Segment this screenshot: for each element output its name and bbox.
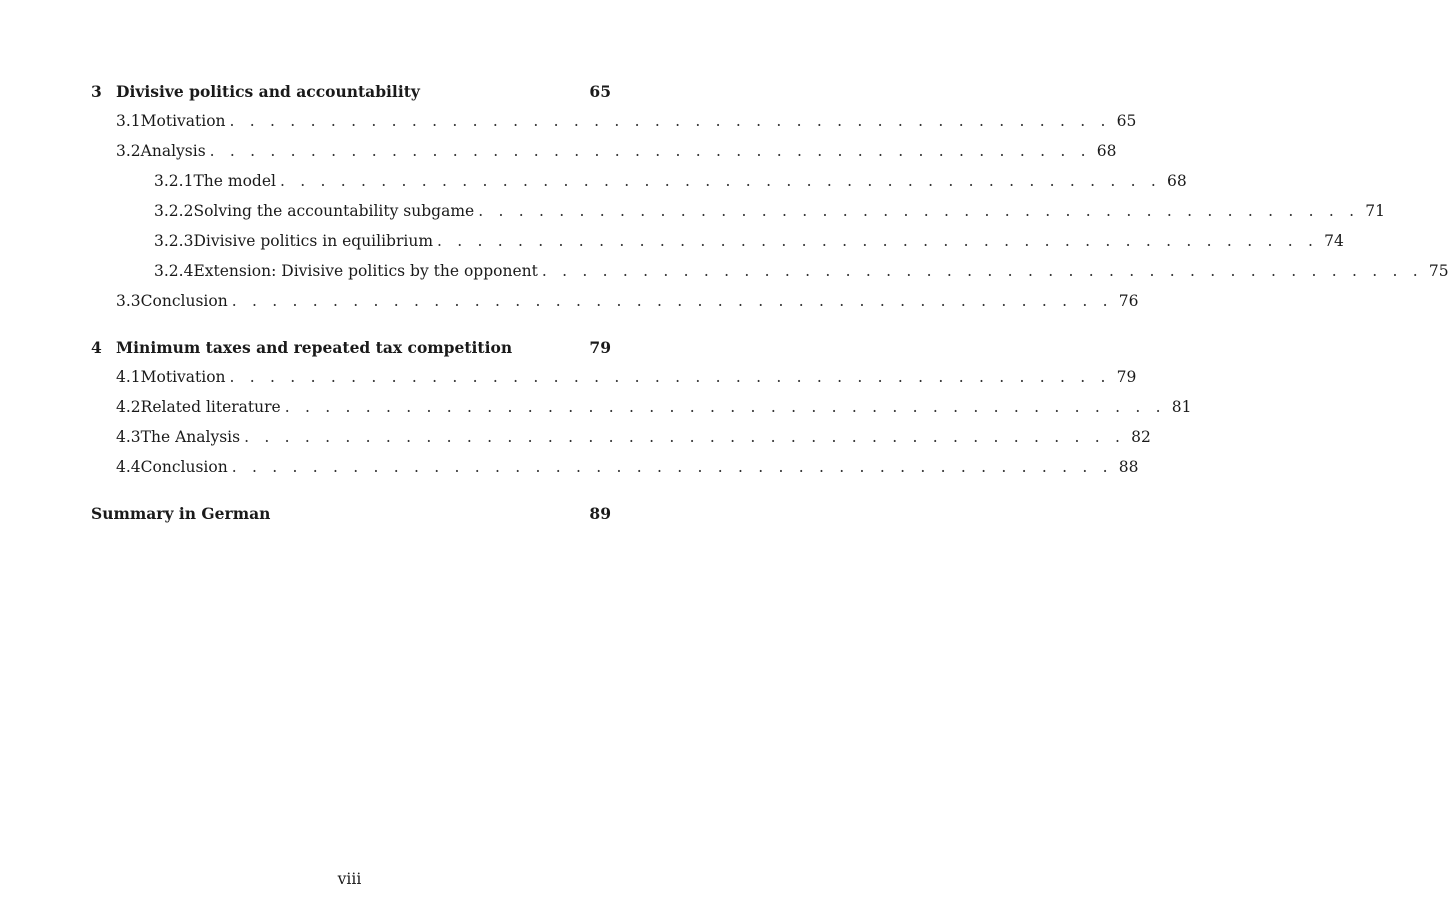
section-title: Conclusion [140,292,228,310]
section-number: 3.3 [116,292,141,310]
toc-section-3-1[interactable] [91,106,1137,136]
chapter-title: Divisive politics and accountability [116,81,420,101]
section-page: 68 [1096,142,1117,160]
dot-leader: . . . . . . . . . . . . . . . . . . . . . . . . . . . . . . . . . . . . . . . . . . . . [231,292,1113,310]
dot-leader: . . . . . . . . . . . . . . . . . . . . . . . . . . . . . . . . . . . . . . . . . . . . [229,368,1111,386]
subsection-page: 74 [1324,232,1344,250]
section-title: Conclusion [140,458,228,476]
section-page: 82 [1131,428,1151,446]
toc-section-4-1[interactable] [91,362,1137,392]
toc-section-4-4[interactable] [91,452,1139,482]
subsection-title: Divisive politics in equilibrium [193,232,434,250]
section-number: 3.1 [116,112,141,130]
toc-section-3-3[interactable] [91,286,1139,316]
subsection-number: 3.2.3 [154,232,194,250]
section-page: 81 [1171,398,1192,416]
toc-section-4-2[interactable] [91,392,1192,422]
summary-page: 89 [589,503,611,523]
section-title: The Analysis [140,428,241,446]
dot-leader: . . . . . . . . . . . . . . . . . . . . . . . . . . . . . . . . . . . . . . . . . . . . [279,172,1162,190]
subsection-title: Solving the accountability subgame [193,202,475,220]
chapter-number: 4 [91,337,102,357]
subsection-number: 3.2.1 [154,172,194,190]
subsection-page: 75 [1428,262,1449,280]
section-number: 4.4 [116,458,141,476]
toc-section-4-3[interactable] [91,422,1151,452]
subsection-page: 68 [1167,172,1187,190]
section-page: 65 [1116,112,1137,130]
table-of-contents [91,76,1449,528]
dot-leader: . . . . . . . . . . . . . . . . . . . . . . . . . . . . . . . . . . . . . . . . . . . . [231,458,1113,476]
summary-title: Summary in German [91,503,271,523]
section-page: 79 [1116,368,1137,386]
subsection-title: The model [193,172,276,190]
dot-leader: . . . . . . . . . . . . . . . . . . . . . . . . . . . . . . . . . . . . . . . . . . . . [437,232,1319,250]
toc-subsection-3-2-2[interactable] [91,196,1385,226]
section-title: Related literature [140,398,281,416]
toc-chapter-4[interactable] [91,332,611,362]
toc-summary[interactable] [91,498,611,528]
subsection-page: 71 [1365,202,1385,220]
dot-leader: . . . . . . . . . . . . . . . . . . . . . . . . . . . . . . . . . . . . . . . . . . . . [229,112,1111,130]
toc-subsection-3-2-3[interactable] [91,226,1344,256]
section-page: 76 [1118,292,1139,310]
dot-leader: . . . . . . . . . . . . . . . . . . . . . . . . . . . . . . . . . . . . . . . . . . . . [244,428,1126,446]
section-number: 4.1 [116,368,141,386]
toc-subsection-3-2-4[interactable] [91,256,1449,286]
chapter-page: 79 [589,337,611,357]
section-number: 4.2 [116,398,141,416]
section-title: Analysis [140,142,206,160]
subsection-title: Extension: Divisive politics by the opponent [193,262,538,280]
toc-chapter-3[interactable] [91,76,611,106]
section-number: 3.2 [116,142,141,160]
section-page: 88 [1118,458,1139,476]
subsection-number: 3.2.2 [154,202,194,220]
section-title: Motivation [140,112,226,130]
section-number: 4.3 [116,428,141,446]
dot-leader: . . . . . . . . . . . . . . . . . . . . . . . . . . . . . . . . . . . . . . . . . . . . [541,262,1423,280]
dot-leader: . . . . . . . . . . . . . . . . . . . . . . . . . . . . . . . . . . . . . . . . . . . . [478,202,1360,220]
section-title: Motivation [140,368,226,386]
chapter-title: Minimum taxes and repeated tax competition [116,337,513,357]
dot-leader: . . . . . . . . . . . . . . . . . . . . . . . . . . . . . . . . . . . . . . . . . . . . [209,142,1091,160]
chapter-number: 3 [91,81,102,101]
subsection-number: 3.2.4 [154,262,194,280]
page-number: viii [337,870,362,888]
toc-section-3-2[interactable] [91,136,1117,166]
chapter-page: 65 [589,81,611,101]
dot-leader: . . . . . . . . . . . . . . . . . . . . . . . . . . . . . . . . . . . . . . . . . . . . [284,398,1166,416]
toc-subsection-3-2-1[interactable] [91,166,1187,196]
